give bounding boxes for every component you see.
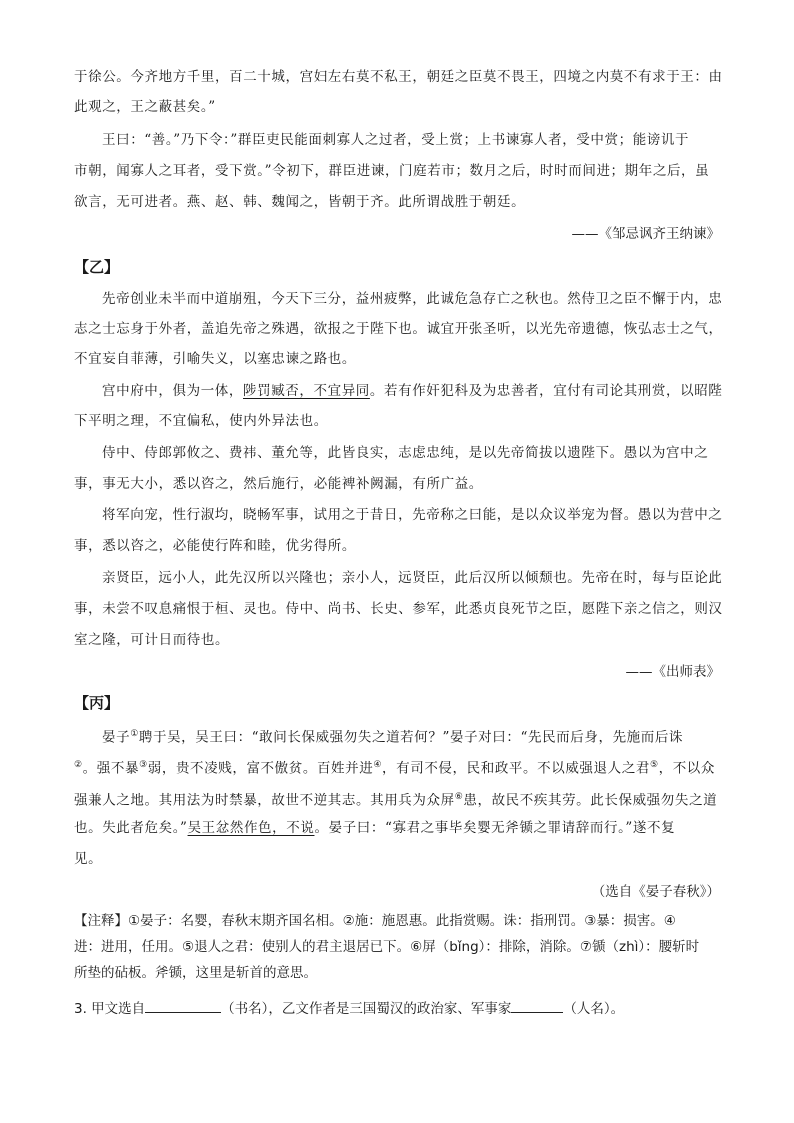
- bing-line-2-d: ，不以众: [658, 760, 716, 777]
- notes-line-1: 【注释】①晏子：名婴，春秋末期齐国名相。②施：施恩惠。此指赏赐。诛：指刑罚。③暴：损害。④: [74, 913, 676, 929]
- bing-line-3-b: 患，故民不疾其劳。此长保威强勿失之道: [463, 792, 718, 809]
- bing-source: （选自《晏子春秋》）: [591, 884, 720, 900]
- note-marker-5: ⑤: [649, 760, 659, 770]
- yi-line-4-end: 。若有作奸犯科及为忠善者，宜付有司论其刑赏，以昭陛: [369, 383, 723, 399]
- yi-underlined-phrase: 陟罚臧否，不宜异同: [243, 383, 370, 399]
- question-3: [74, 998, 724, 1021]
- bing-line-3-a: 强兼人之地。其用法为时禁暴，故世不逆其志。其用兵为众屏: [74, 792, 455, 809]
- jia-line-3: 王曰：“善。”乃下令：”群臣吏民能面刺寡人之过者，受上赏；上书谏寡人者，受中赏；能谤讥于: [102, 132, 690, 148]
- question-text-middle: （书名），乙文作者是三国蜀汉的政治家、军事家: [221, 1001, 512, 1017]
- yi-line-4-start: 宫中府中，俱为一体，: [102, 383, 243, 399]
- notes-line-2: 进：进用，任用。⑤退人之君：使别人的君主退居已下。⑥屏（bǐng）：排除，消除。⑦锧（zhì）：腰斩时: [74, 939, 700, 955]
- bing-line-2: [74, 750, 720, 784]
- jia-line-2: 此观之，王之蔽甚矣。”: [74, 99, 216, 115]
- book-name-blank[interactable]: [145, 1000, 221, 1013]
- bing-line-2-b: 弱，贵不凌贱，富不傲贫。百姓并进: [147, 760, 374, 777]
- question-text-start: 3. 甲文选自: [74, 1001, 146, 1017]
- bing-line-1-start: 晏子: [102, 729, 131, 746]
- yi-line-4: [102, 376, 748, 406]
- bing-line-1-end: 聘于吴，吴王曰：“敢问长保威强勿失之道若何？”晏子对曰：“先民而后身，先施而后诛: [138, 729, 684, 746]
- note-marker-1: ①: [130, 729, 139, 739]
- yi-line-1: 先帝创业未半而中道崩殂，今天下三分，益州疲弊，此诚危急存亡之秋也。然侍卫之臣不懈于内，忠: [102, 291, 723, 307]
- yi-line-9: 事，悉以咨之，必能使行阵和睦，优劣得所。: [74, 538, 356, 554]
- bing-line-5: 见。: [74, 851, 103, 867]
- yi-line-12: 室之隆，可计日而待也。: [74, 632, 230, 648]
- yi-line-6: 侍中、侍郎郭攸之、费祎、董允等，此皆良实，志虑忠纯，是以先帝简拔以遗陛下。愚以为宫中之: [102, 445, 709, 461]
- note-marker-4: ④: [373, 760, 383, 770]
- question-text-end: （人名）。: [563, 1001, 625, 1017]
- note-marker-6: ⑥: [454, 792, 464, 802]
- jia-line-5: 欲言，无可进者。燕、赵、韩、魏闻之，皆朝于齐。此所谓战胜于朝廷。: [74, 194, 526, 210]
- bing-line-2-a: 。强不暴: [82, 760, 140, 777]
- yi-line-8: 将军向宠，性行淑均，晓畅军事，试用之于昔日，先帝称之曰能，是以众议举宠为督。愚以为营中之: [102, 507, 723, 523]
- yi-line-10: 亲贤臣，远小人，此先汉所以兴隆也；亲小人，远贤臣，此后汉所以倾颓也。先帝在时，每与臣论此: [102, 570, 723, 586]
- author-name-blank[interactable]: [511, 1000, 563, 1013]
- yi-line-11: 事，未尝不叹息痛恨于桓、灵也。侍中、尚书、长史、参军，此悉贞良死节之臣，愿陛下亲之信之，则汉: [74, 601, 723, 617]
- bing-line-1: [102, 719, 748, 753]
- bing-line-4-start: 也。失此者危矣。”: [74, 820, 188, 836]
- notes-line-3: 所垫的砧板。斧锧，这里是斩首的意思。: [74, 965, 317, 981]
- bing-line-4: [74, 813, 720, 843]
- yi-source: ——《出师表》: [625, 664, 720, 680]
- yi-line-7: 事，事无大小，悉以咨之，然后施行，必能裨补阙漏，有所广益。: [74, 476, 483, 492]
- jia-line-1: 于徐公。今齐地方千里，百二十城，宫妇左右莫不私王，朝廷之臣莫不畏王，四境之内莫不有求于王：由: [74, 69, 723, 85]
- bing-underlined-phrase: 吴王忿然作色，不说: [187, 820, 315, 836]
- section-heading-bing: 【丙】: [74, 694, 120, 712]
- yi-line-3: 不宜妄自菲薄，引喻失义，以塞忠谏之路也。: [74, 351, 356, 367]
- yi-line-2: 志之士忘身于外者，盖追先帝之殊遇，欲报之于陛下也。诚宜开张圣听，以光先帝遗德，恢弘志士之气，: [74, 321, 723, 337]
- jia-line-4: 市朝，闻寡人之耳者，受下赏。”令初下，群臣进谏，门庭若市；数月之后，时时而间进；期年之后，虽: [74, 163, 710, 179]
- bing-line-3: [74, 782, 720, 816]
- section-heading-yi: 【乙】: [74, 258, 120, 276]
- note-marker-2: ②: [74, 760, 83, 770]
- jia-source: ——《邹忌讽齐王纳谏》: [571, 226, 720, 242]
- yi-line-5: 下平明之理，不宜偏私，使内外异法也。: [74, 413, 328, 429]
- bing-line-4-end: 。晏子曰：“寡君之事毕矣婴无斧锧之罪请辞而行。”遂不复: [314, 820, 676, 836]
- bing-line-2-c: ，有司不侵，民和政平。不以威强退人之君: [382, 760, 650, 777]
- note-marker-3: ③: [139, 760, 148, 770]
